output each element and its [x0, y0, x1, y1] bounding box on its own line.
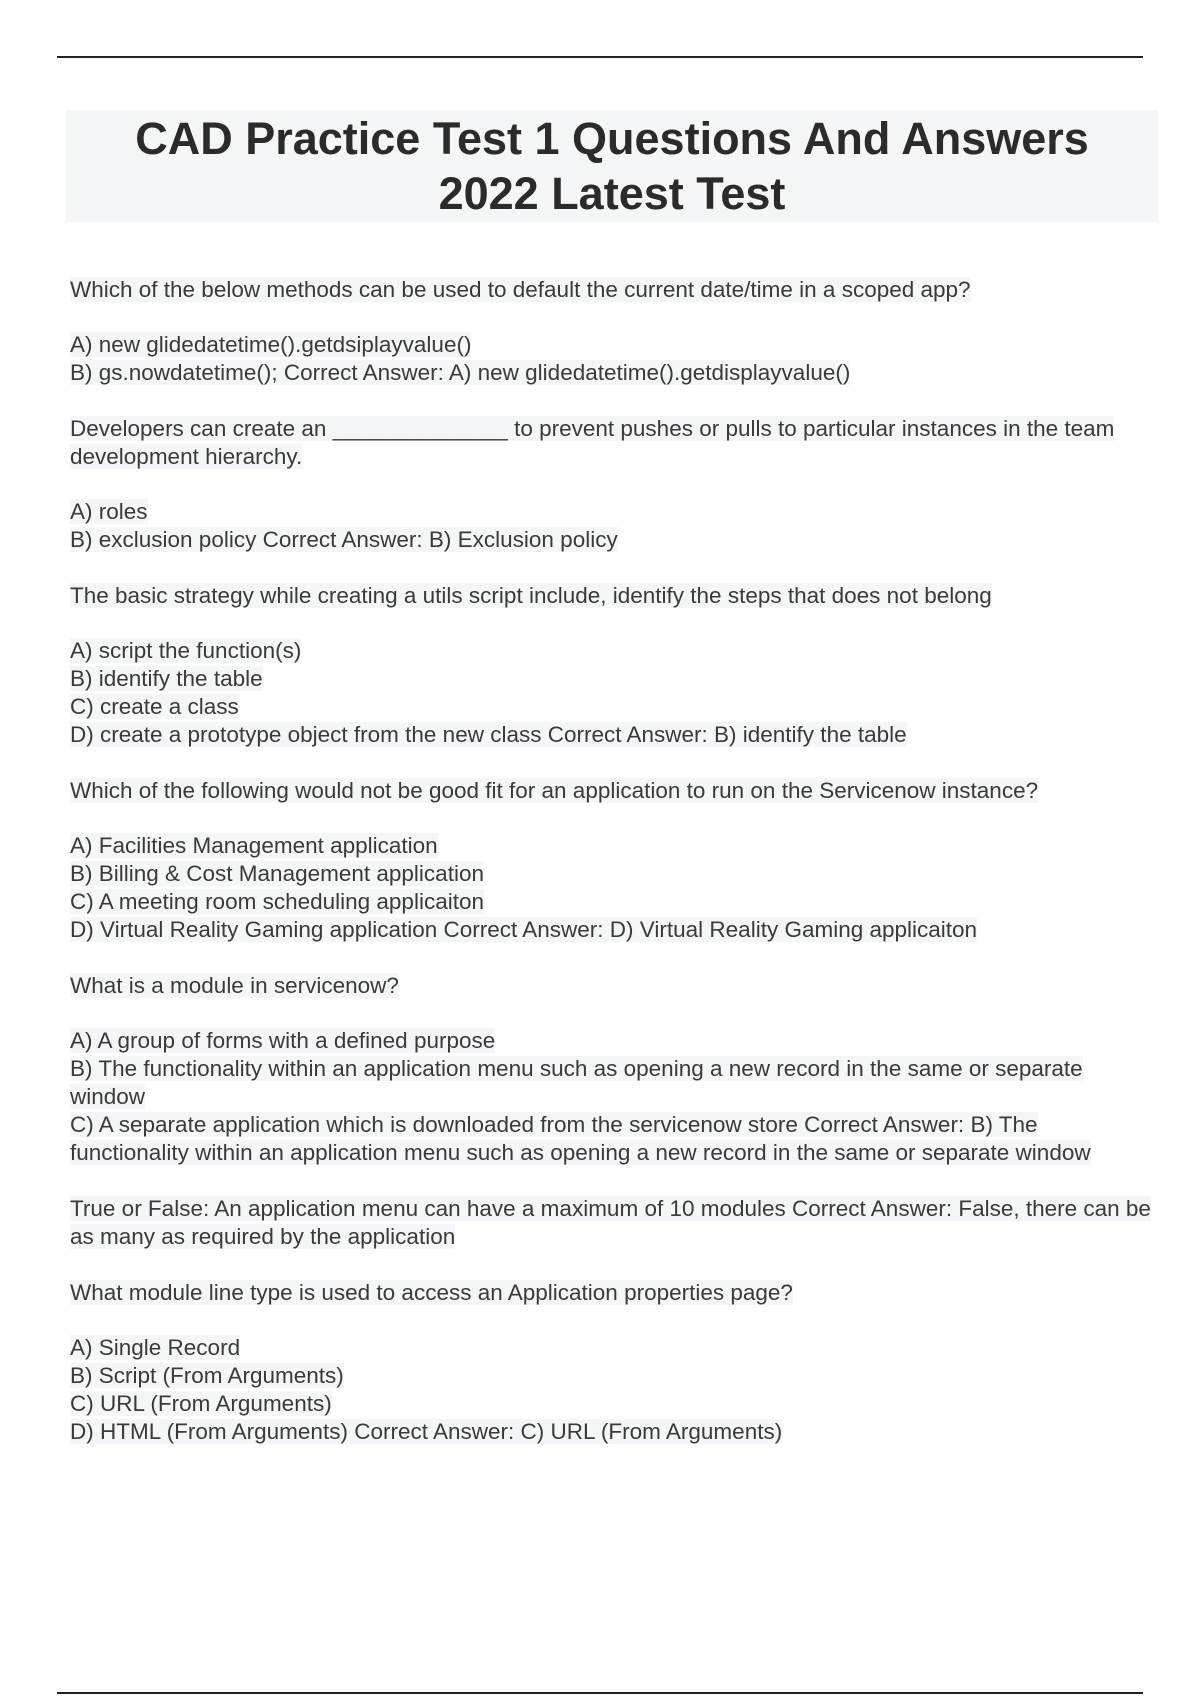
answer-option: [70, 498, 1160, 526]
question-text-span: Which of the following would not be good fit for an application to run on the Servicenow instance?: [70, 778, 1039, 803]
answer-option-span: D) Virtual Reality Gaming application Correct Answer: D) Virtual Reality Gaming applicaiton: [70, 917, 978, 942]
question-text-span: What module line type is used to access an Application properties page?: [70, 1280, 793, 1305]
answer-option-span: A) Facilities Management application: [70, 833, 438, 858]
answer-option: [70, 665, 1160, 693]
title-banner: [66, 110, 1158, 222]
question-text: [70, 276, 1160, 304]
answer-option: [70, 888, 1160, 916]
answer-option: [70, 693, 1160, 721]
answer-option-span: A) script the function(s): [70, 638, 302, 663]
answer-option-span: A) Single Record: [70, 1335, 241, 1360]
qa-item: [70, 276, 1160, 387]
answer-option: [70, 359, 1160, 387]
question-text-span: The basic strategy while creating a utils script include, identify the steps that does not belong: [70, 583, 992, 608]
qa-item: [70, 1195, 1160, 1251]
answer-option: [70, 526, 1160, 554]
question-text: [70, 582, 1160, 610]
qa-item: [70, 972, 1160, 1167]
answer-option-span: D) create a prototype object from the new class Correct Answer: B) identify the table: [70, 722, 907, 747]
answer-option-span: B) The functionality within an application menu such as opening a new record in the same or separate window: [70, 1056, 1083, 1109]
question-text-span: Which of the below methods can be used to default the current date/time in a scoped app?: [70, 277, 971, 302]
answer-option-span: A) new glidedatetime().getdsiplayvalue(): [70, 332, 472, 357]
question-text: [70, 1195, 1160, 1251]
question-text-span: True or False: An application menu can have a maximum of 10 modules Correct Answer: False, there can be as many as required by the application: [70, 1196, 1151, 1249]
answer-option: [70, 1362, 1160, 1390]
answer-option: [70, 331, 1160, 359]
answer-option: [70, 916, 1160, 944]
answer-option-span: C) A meeting room scheduling applicaiton: [70, 889, 484, 914]
answer-option: [70, 1334, 1160, 1362]
answer-option: [70, 1418, 1160, 1446]
answer-option-span: C) URL (From Arguments): [70, 1391, 332, 1416]
document-title: CAD Practice Test 1 Questions And Answers 2022 Latest Test: [135, 113, 1089, 219]
question-text: [70, 777, 1160, 805]
answer-option-span: B) gs.nowdatetime(); Correct Answer: A) new glidedatetime().getdisplayvalue(): [70, 360, 851, 385]
header-rule: [57, 56, 1143, 58]
answer-option: [70, 832, 1160, 860]
question-text: [70, 415, 1160, 471]
qa-list: [70, 276, 1160, 1474]
answer-option: [70, 721, 1160, 749]
answer-option-span: D) HTML (From Arguments) Correct Answer: C) URL (From Arguments): [70, 1419, 783, 1444]
answer-option: [70, 1027, 1160, 1055]
answer-option-span: B) identify the table: [70, 666, 263, 691]
question-text: [70, 972, 1160, 1000]
footer-rule: [57, 1692, 1143, 1694]
answer-option: [70, 860, 1160, 888]
question-text-span: Developers can create an ______________ to prevent pushes or pulls to particular instances in the team development hierarchy.: [70, 416, 1115, 469]
question-text: [70, 1279, 1160, 1307]
answer-option: [70, 1390, 1160, 1418]
qa-item: [70, 1279, 1160, 1446]
qa-item: [70, 777, 1160, 944]
question-text-span: What is a module in servicenow?: [70, 973, 399, 998]
qa-item: [70, 415, 1160, 554]
answer-option-span: A) A group of forms with a defined purpose: [70, 1028, 496, 1053]
answer-option-span: C) A separate application which is downloaded from the servicenow store Correct Answer: B) The functionality within an application menu such as opening a new record in the same or separate window: [70, 1112, 1091, 1165]
answer-option-span: B) exclusion policy Correct Answer: B) Exclusion policy: [70, 527, 618, 552]
answer-option: [70, 637, 1160, 665]
answer-option-span: B) Script (From Arguments): [70, 1363, 344, 1388]
answer-option-span: C) create a class: [70, 694, 239, 719]
answer-option-span: A) roles: [70, 499, 148, 524]
qa-item: [70, 582, 1160, 749]
answer-option: [70, 1055, 1160, 1111]
answer-option: [70, 1111, 1160, 1167]
answer-option-span: B) Billing & Cost Management application: [70, 861, 484, 886]
